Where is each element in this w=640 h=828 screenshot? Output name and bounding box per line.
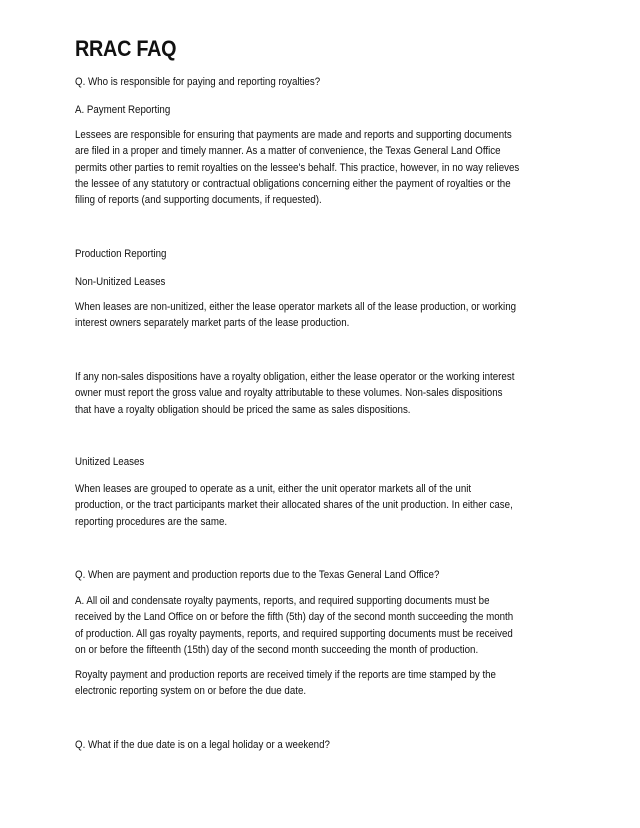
text-line: Lessees are responsible for ensuring that payments are made and reports and supporting documents [75, 129, 512, 141]
text-line: of production. All gas royalty payments, reports, and required supporting documents must be received [75, 627, 513, 640]
text-line: interest owners separately market parts of the lease production. [75, 317, 350, 330]
heading-non-unitized-leases [75, 274, 177, 290]
question-responsibility [75, 74, 352, 90]
heading-unitized-leases [75, 454, 153, 470]
text-line: When leases are grouped to operate as a unit, either the unit operator markets all of the unit [75, 483, 472, 495]
text-line: Non-Unitized Leases [75, 276, 166, 288]
question-due-dates [75, 567, 487, 583]
text-line: owner must report the gross value and royalty attributable to these volumes. Non-sales dispositions [75, 387, 503, 400]
heading-production-reporting [75, 246, 178, 262]
text-line: A. Payment Reporting [75, 104, 171, 116]
text-line: Q. Who is responsible for paying and reporting royalties? [75, 76, 321, 88]
text-line: reporting procedures are the same. [75, 515, 228, 528]
text-line: that have a royalty obligation should be priced the same as sales dispositions. [75, 403, 411, 416]
paragraph-lessees [75, 127, 577, 208]
text-line: Production Reporting [75, 248, 167, 260]
text-line: When leases are non-unitized, either the lease operator markets all of the lease production, or working [75, 301, 517, 313]
text-line: electronic reporting system on or before the due date. [75, 685, 307, 698]
paragraph-unitized [75, 481, 570, 530]
text-line: Q. What if the due date is on a legal holiday or a weekend? [75, 739, 330, 751]
text-line: the lessee of any statutory or contractual obligations concerning either the payment of royalties or the [75, 177, 511, 190]
text-line: production, or the tract participants market their allocated shares of the unit production. In either case, [75, 499, 513, 512]
question-holiday-weekend [75, 737, 363, 753]
text-line: are filed in a proper and timely manner. As a matter of convenience, the Texas General Land Office [75, 145, 501, 158]
paragraph-non-unitized [75, 299, 573, 332]
text-line: Unitized Leases [75, 456, 145, 468]
text-line: on or before the fifteenth (15th) day of the second month succeeding the month of production. [75, 643, 479, 656]
paragraph-timely-reports [75, 667, 551, 700]
text-line: If any non-sales dispositions have a royalty obligation, either the lease operator or the working interest [75, 371, 515, 383]
text-line: Q. When are payment and production reports due to the Texas General Land Office? [75, 569, 440, 581]
text-line: Royalty payment and production reports are received timely if the reports are time stamped by the [75, 669, 496, 681]
text-line: filing of reports (and supporting documents, if requested). [75, 194, 322, 207]
answer-due-dates [75, 593, 570, 658]
text-line: received by the Land Office on or before the fifth (5th) day of the second month succeeding the month [75, 611, 514, 624]
page-title: RRAC FAQ [75, 36, 177, 61]
text-line: A. All oil and condensate royalty payments, reports, and required supporting documents must be [75, 595, 490, 607]
text-line: permits other parties to remit royalties on the lessee's behalf. This practice, however, in no way relieves [75, 161, 520, 174]
paragraph-non-sales [75, 369, 572, 418]
answer-heading-payment-reporting [75, 102, 183, 118]
